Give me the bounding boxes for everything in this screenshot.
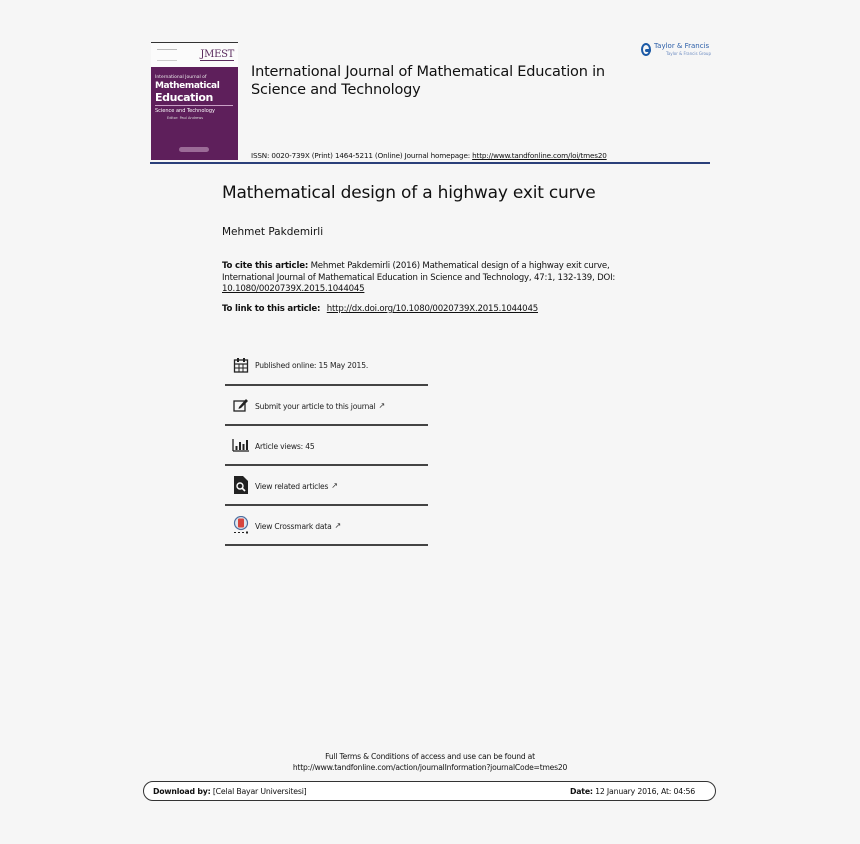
info-item-label: View related articles (255, 481, 329, 491)
publisher-name: Taylor & Francis (654, 41, 710, 50)
article-link (222, 304, 538, 314)
cover-header (151, 43, 238, 67)
calendar-icon (230, 356, 252, 374)
cover-body (151, 67, 238, 160)
citation (222, 261, 652, 296)
journal-title: International Journal of Mathematical Education in Science and Technology (251, 64, 605, 98)
issn-line (251, 151, 607, 160)
info-item-views (225, 426, 428, 466)
date-info (570, 787, 695, 796)
info-item-related[interactable] (225, 466, 428, 506)
document-search-icon (230, 476, 252, 494)
external-link-icon: ↗ (331, 480, 338, 490)
article-author: Mehmet Pakdemirli (222, 226, 324, 238)
terms-notice (150, 751, 710, 773)
publisher-subname: Taylor & Francis Group (666, 50, 711, 56)
info-item-label: Published online: 15 May 2015. (255, 361, 369, 370)
article-link-label: To link to this article: (222, 304, 321, 314)
info-item-published (225, 345, 428, 386)
article-info-list (225, 345, 428, 546)
download-value: [Celal Bayar Universitesi] (210, 786, 307, 796)
download-info (153, 787, 307, 796)
cover-line: Education (155, 91, 213, 104)
date-label: Date: (569, 786, 593, 796)
cover-editor: Editor: Paul Andrews (167, 116, 204, 120)
header-divider (150, 162, 710, 164)
citation-doi-link[interactable]: 10.1080/0020739X.2015.1044045 (222, 284, 365, 294)
cover-line: International Journal of (155, 75, 207, 80)
bar-chart-icon (230, 436, 252, 454)
cover-decoration (157, 49, 177, 61)
cover-publisher-logo (179, 147, 209, 152)
external-link-icon: ↗ (334, 520, 342, 530)
download-label: Download by: (153, 786, 211, 796)
cover-series-logo: JMEST (200, 49, 234, 60)
cover-line: Science and Technology (155, 108, 215, 114)
cover-line: Mathematical (155, 81, 220, 91)
journal-homepage-link[interactable]: http://www.tandfonline.com/loi/tmes20 (472, 151, 607, 160)
terms-line: Full Terms & Conditions of access and use can be found at (325, 752, 535, 761)
issn-text: ISSN: 0020-739X (Print) 1464-5211 (Online) Journal homepage: (251, 151, 470, 160)
info-item-label: Submit your article to this journal (255, 401, 376, 411)
article-doi-link[interactable]: http://dx.doi.org/10.1080/0020739X.2015.1044045 (326, 304, 538, 314)
info-item-label: Article views: 45 (255, 441, 315, 451)
citation-text: Mehmet Pakdemirli (2016) Mathematical design of a highway exit curve, International Journal of Mathematical Education in Science and Technology, 47:1, 132-139, DOI: (222, 261, 616, 283)
citation-label: To cite this article: (222, 261, 309, 271)
publisher-logo-icon (641, 43, 651, 56)
info-item-submit[interactable] (225, 386, 428, 426)
cover-divider (155, 105, 233, 106)
crossmark-icon (230, 516, 252, 534)
external-link-icon: ↗ (378, 400, 386, 410)
terms-url[interactable]: http://www.tandfonline.com/action/journalInformation?journalCode=tmes20 (292, 763, 568, 772)
edit-icon (230, 396, 252, 414)
publisher-logo (641, 41, 711, 58)
journal-cover (151, 42, 238, 160)
download-footer (143, 781, 716, 801)
article-title: Mathematical design of a highway exit curve (222, 183, 596, 203)
info-item-crossmark[interactable] (225, 506, 428, 546)
date-value: 12 January 2016, At: 04:56 (592, 786, 695, 796)
info-item-label: View Crossmark data (255, 521, 332, 531)
